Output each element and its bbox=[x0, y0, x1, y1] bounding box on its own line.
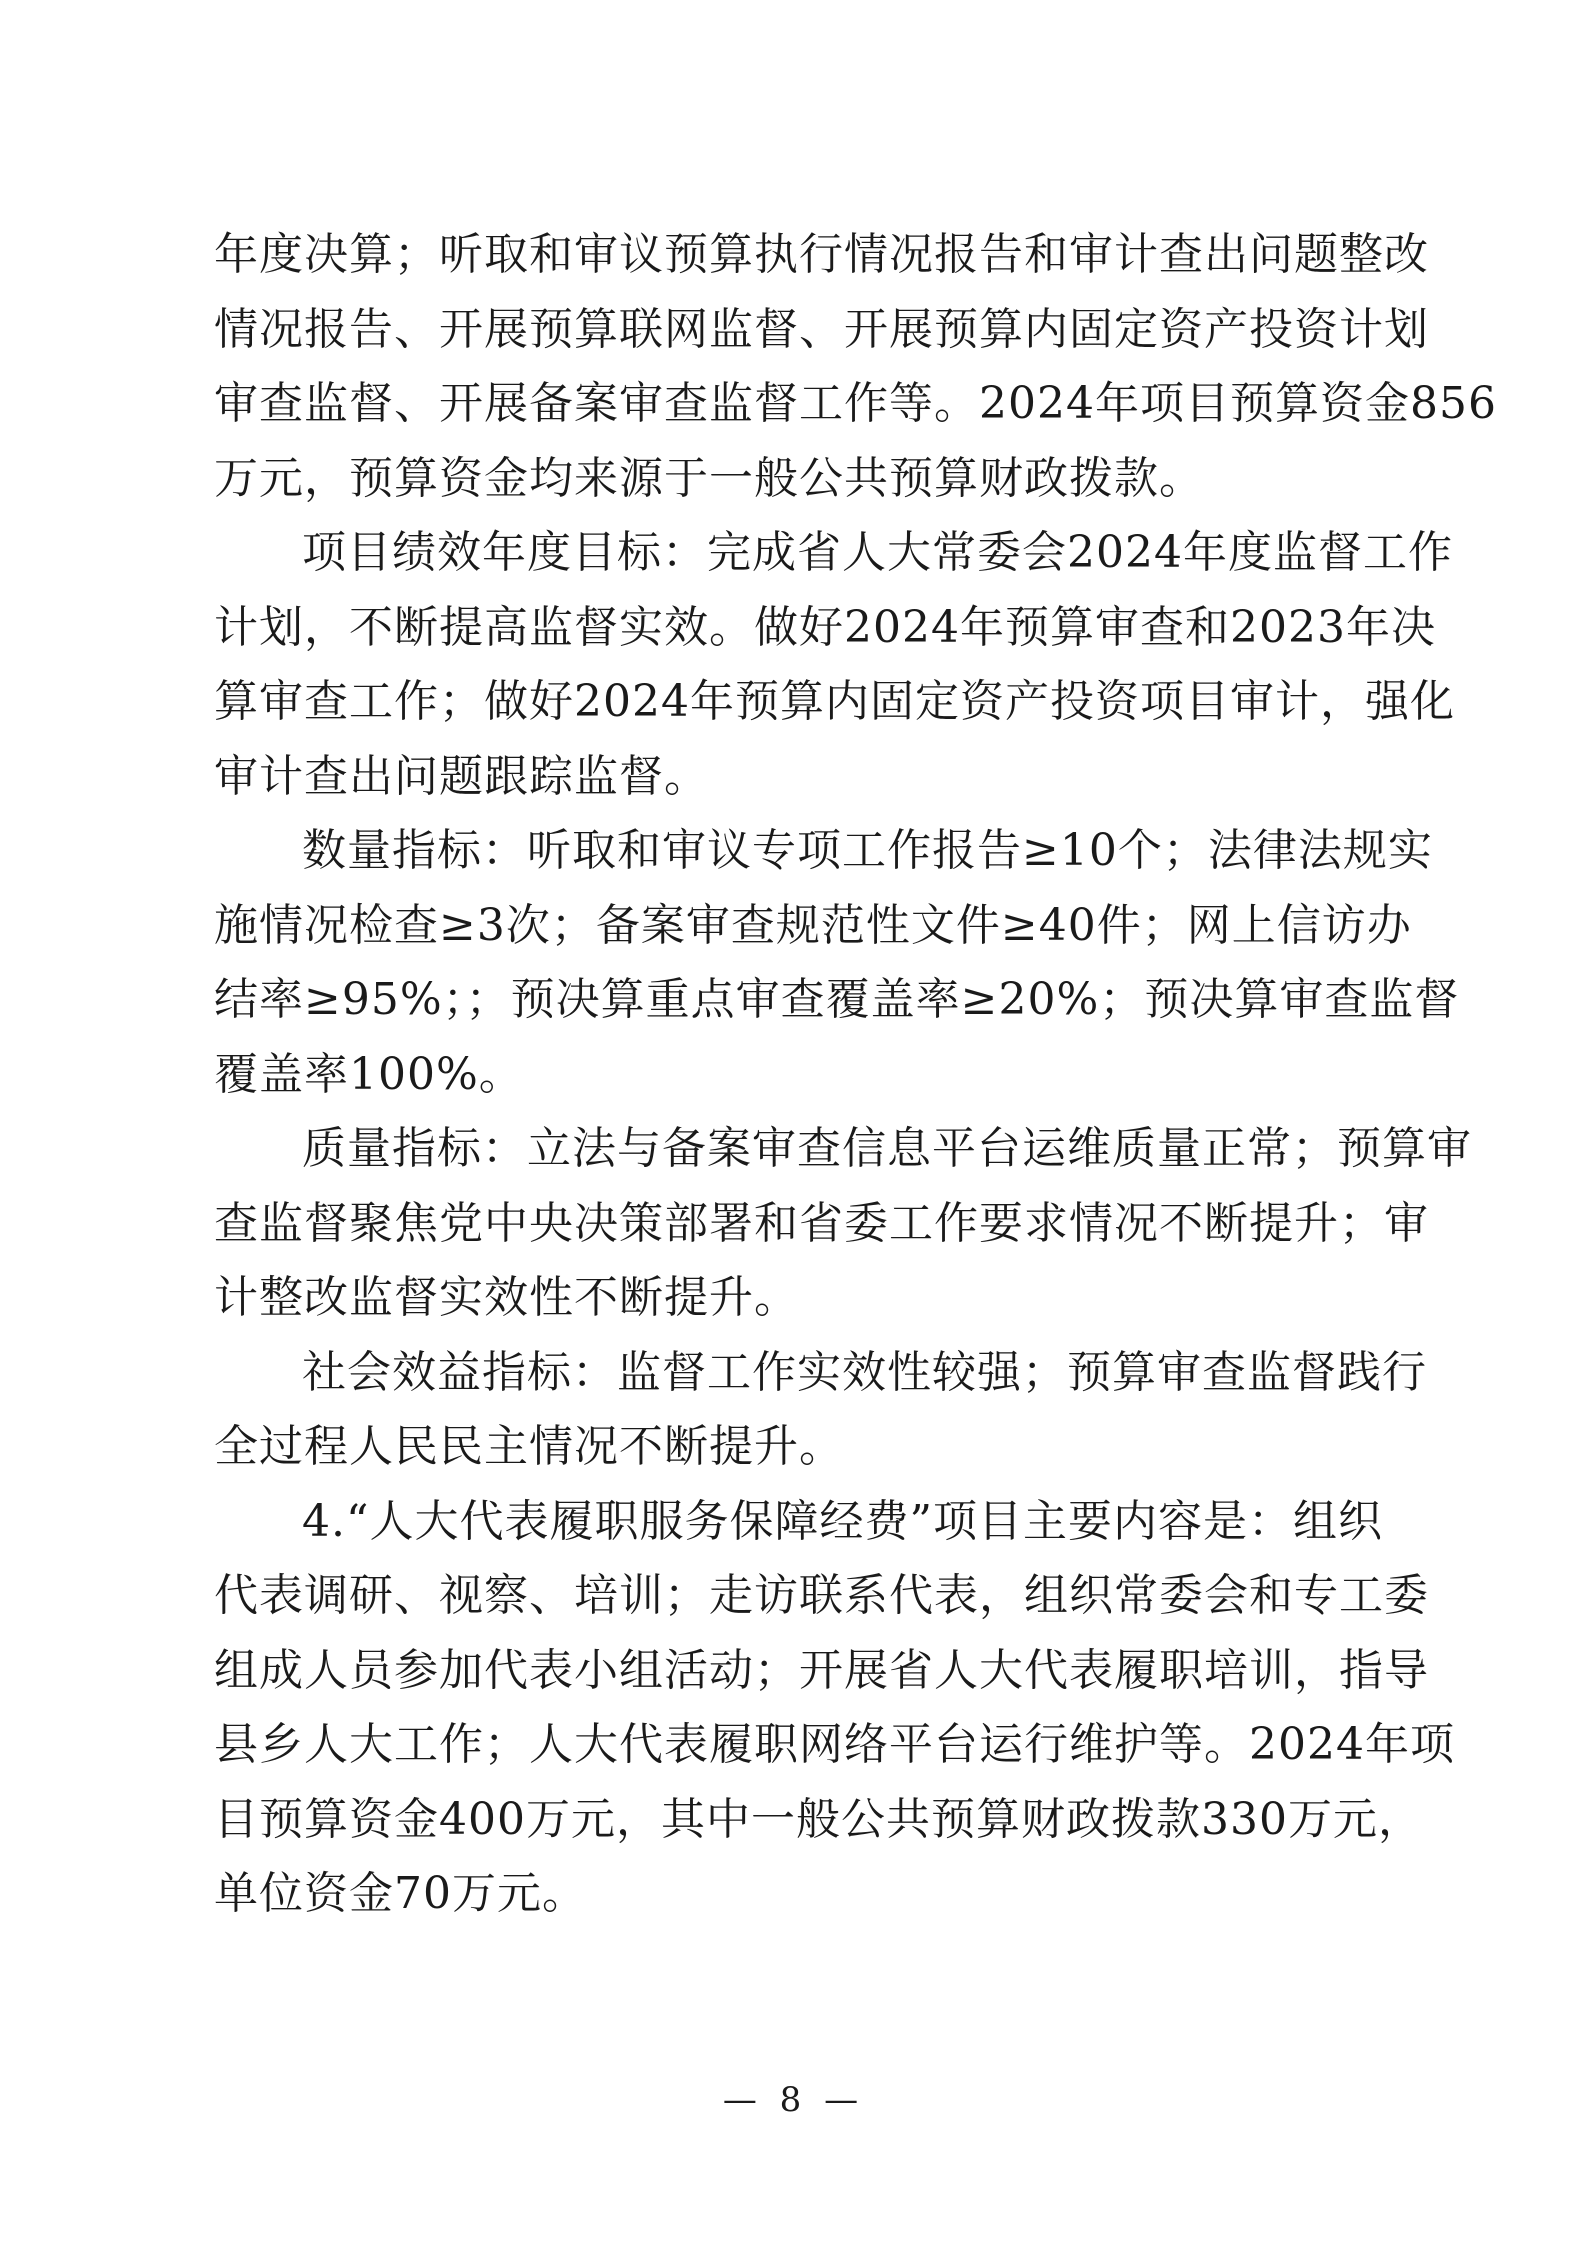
text-line: 4.“人大代表履职服务保障经费”项目主要内容是：组织 bbox=[302, 1495, 1383, 1547]
text-line: 施情况检查≥3次；备案审查规范性文件≥40件；网上信访办 bbox=[214, 899, 1412, 951]
text-line: 万元，预算资金均来源于一般公共预算财政拨款。 bbox=[214, 452, 1204, 504]
text-line: 情况报告、开展预算联网监督、开展预算内固定资产投资计划 bbox=[214, 303, 1429, 355]
paragraph-quantity-indicators bbox=[214, 814, 1460, 1112]
text-line: 计划，不断提高监督实效。做好2024年预算审查和2023年决 bbox=[214, 601, 1436, 653]
text-line: 审计查出问题跟踪监督。 bbox=[214, 750, 709, 802]
text-line: 查监督聚焦党中央决策部署和省委工作要求情况不断提升；审 bbox=[214, 1197, 1429, 1249]
paragraph-social-benefit-indicators bbox=[214, 1336, 1427, 1485]
page-number: — 8 — bbox=[722, 2080, 865, 2120]
text-line: 目预算资金400万元，其中一般公共预算财政拨款330万元， bbox=[214, 1793, 1423, 1845]
document-body bbox=[214, 218, 1497, 1932]
text-line: 审查监督、开展备案审查监督工作等。2024年项目预算资金856 bbox=[214, 378, 1497, 429]
text-line: 代表调研、视察、培训；走访联系代表，组织常委会和专工委 bbox=[214, 1570, 1429, 1621]
paragraph-budget-continuation bbox=[214, 218, 1497, 516]
text-line: 年度决算；听取和审议预算执行情况报告和审计查出问题整改 bbox=[214, 229, 1429, 280]
text-line: 全过程人民民主情况不断提升。 bbox=[214, 1421, 844, 1472]
text-line: 结率≥95%；；预决算重点审查覆盖率≥20%；预决算审查监督 bbox=[214, 974, 1460, 1025]
text-line: 项目绩效年度目标：完成省人大常委会2024年度监督工作 bbox=[302, 527, 1453, 578]
text-line: 算审查工作；做好2024年预算内固定资产投资项目审计，强化 bbox=[214, 676, 1455, 727]
text-line: 单位资金70万元。 bbox=[214, 1868, 587, 1919]
paragraph-annual-goal bbox=[214, 516, 1455, 814]
text-line: 县乡人大工作；人大代表履职网络平台运行维护等。2024年项 bbox=[214, 1719, 1455, 1770]
text-line: 组成人员参加代表小组活动；开展省人大代表履职培训，指导 bbox=[214, 1644, 1429, 1696]
text-line: 计整改监督实效性不断提升。 bbox=[214, 1272, 799, 1323]
text-line: 覆盖率100%。 bbox=[214, 1048, 524, 1100]
paragraph-deputy-service-funding bbox=[214, 1485, 1455, 1932]
text-line: 数量指标：听取和审议专项工作报告≥10个；法律法规实 bbox=[302, 825, 1433, 876]
paragraph-quality-indicators bbox=[214, 1112, 1472, 1336]
text-line: 质量指标：立法与备案审查信息平台运维质量正常；预算审 bbox=[302, 1123, 1472, 1174]
text-line: 社会效益指标：监督工作实效性较强；预算审查监督践行 bbox=[302, 1346, 1427, 1398]
